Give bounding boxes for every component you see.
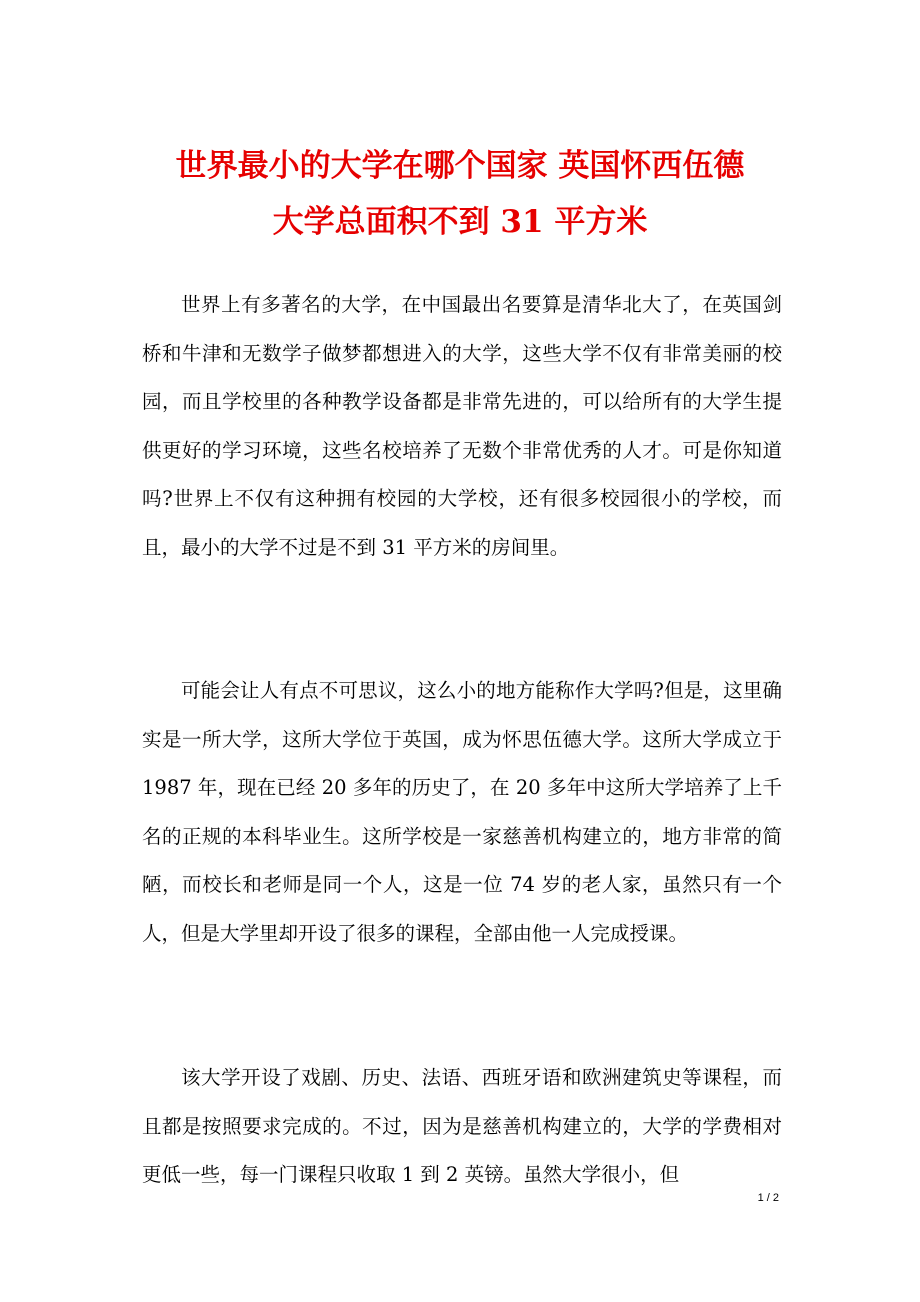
title-line-1: 世界最小的大学在哪个国家 英国怀西伍德 bbox=[175, 148, 745, 184]
document-title bbox=[120, 138, 800, 250]
paragraph-3: 该大学开设了戏剧、历史、法语、西班牙语和欧洲建筑史等课程，而且都是按照要求完成的。不过，因为是慈善机构建立的，大学的学费相对更低一些，每一门课程只收取 1 到 2 英镑。虽然大学很小，但 bbox=[142, 1066, 782, 1187]
title-line-2: 大学总面积不到 31 平方米 bbox=[272, 204, 648, 240]
page-number: 1 / 2 bbox=[757, 1192, 779, 1204]
paragraph-1: 世界上有多著名的大学，在中国最出名要算是清华北大了，在英国剑桥和牛津和无数学子做梦都想进入的大学，这些大学不仅有非常美丽的校园，而且学校里的各种教学设备都是非常先进的，可以给所有的大学生提供更好的学习环境，这些名校培养了无数个非常优秀的人才。可是你知道吗?世界上不仅有这种拥有校园的大学校，还有很多校园很小的学校，而且，最小的大学不过是不到 31 平方米的房间里。 bbox=[142, 293, 782, 559]
paragraph-2: 可能会让人有点不可思议，这么小的地方能称作大学吗?但是，这里确实是一所大学，这所大学位于英国，成为怀思伍德大学。这所大学成立于 1987 年，现在已经 20 多年的历史了，在 20 多年中这所大学培养了上千名的正规的本科毕业生。这所学校是一家慈善机构建立的，地方非常的简陋，而校长和老师是同一个人，这是一位 74 岁的老人家，虽然只有一个人，但是大学里却开设了很多的课程，全部由他一人完成授课。 bbox=[142, 679, 782, 945]
